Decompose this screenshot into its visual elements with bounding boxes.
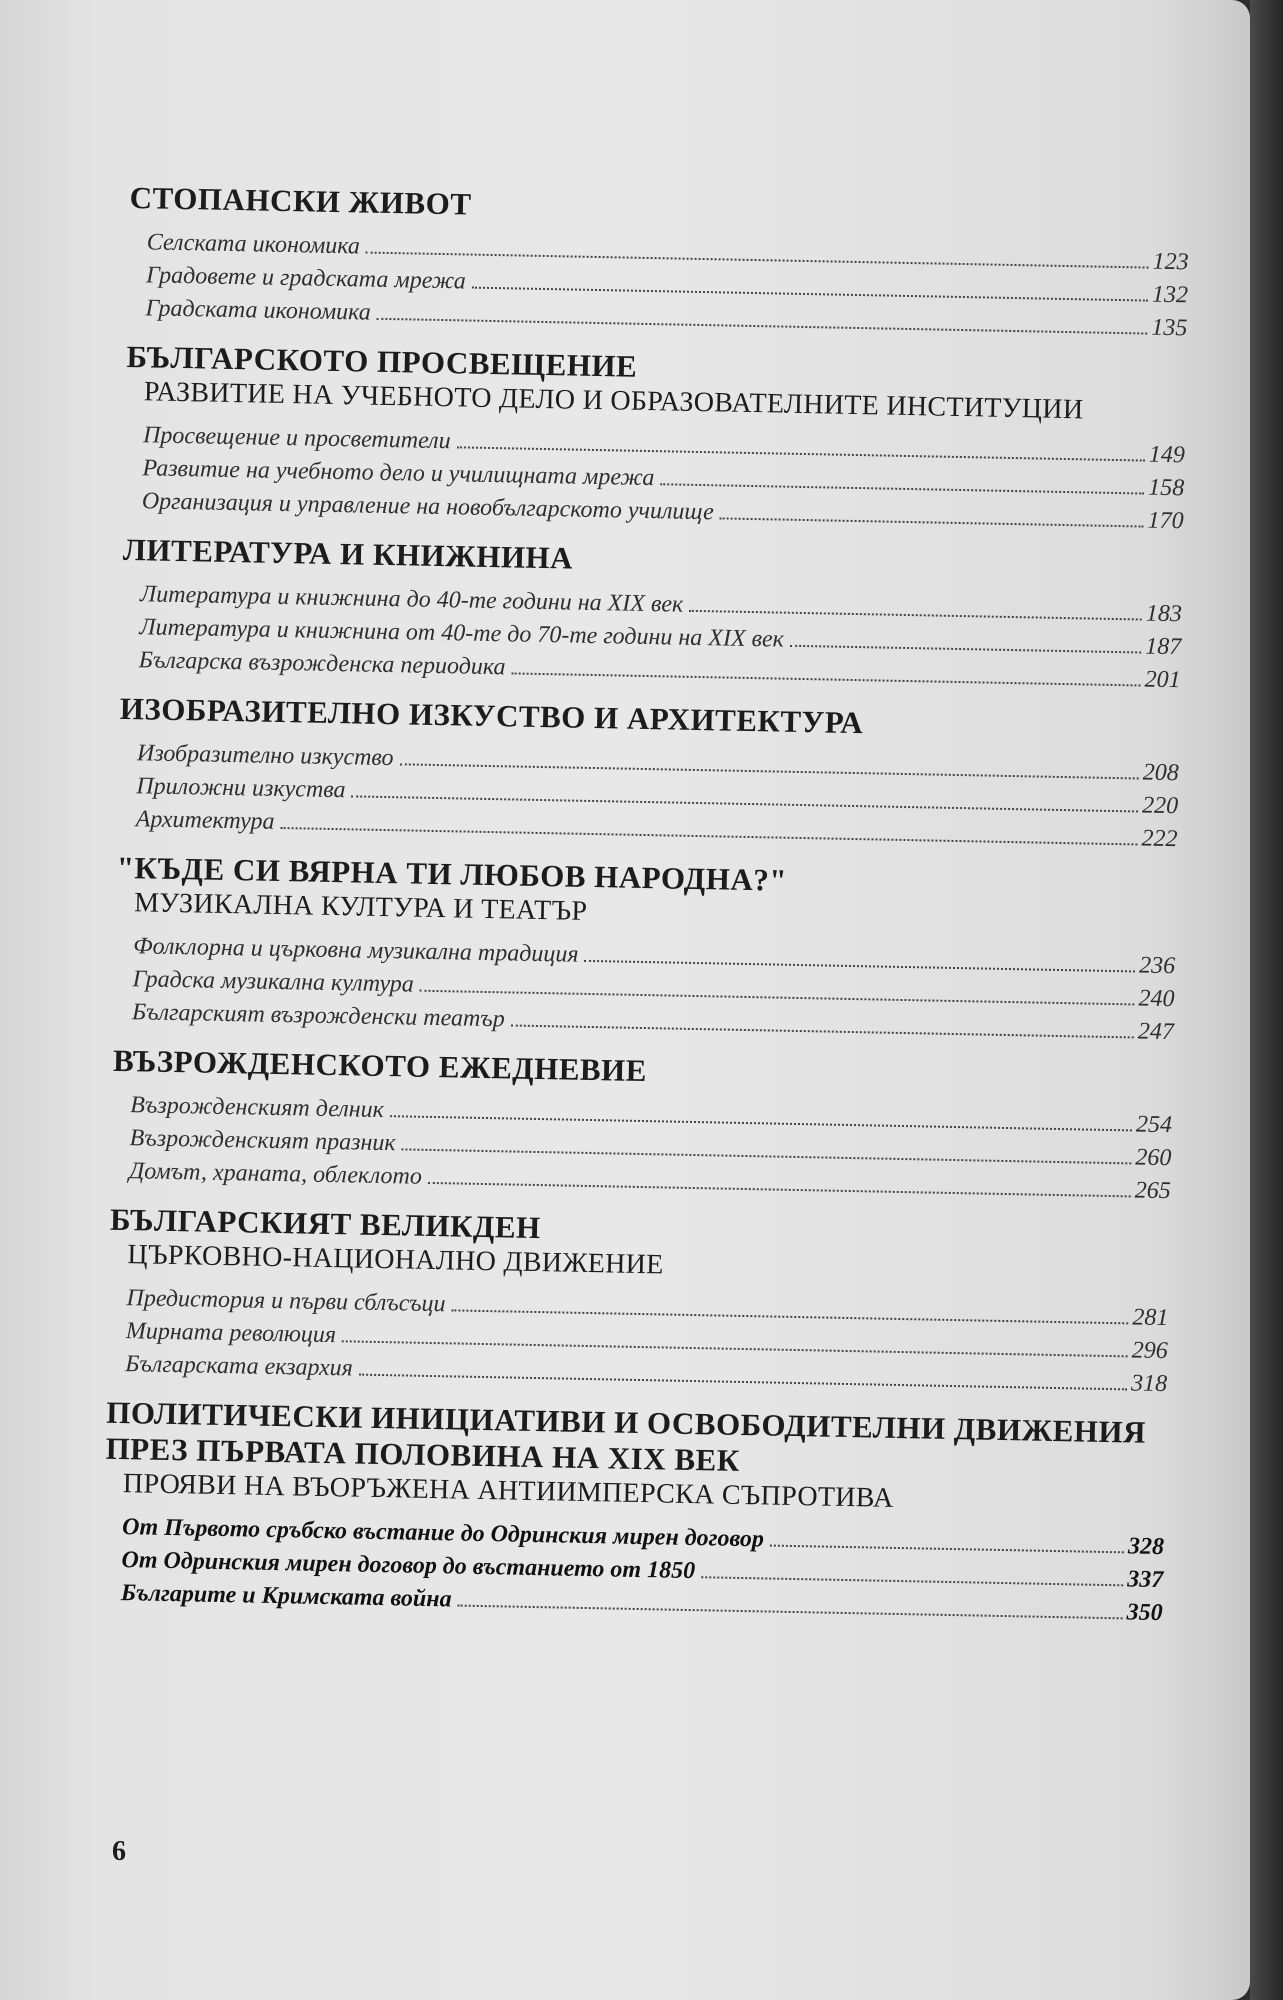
section-subtitle: ЦЪРКОВНО-НАЦИОНАЛНО ДВИЖЕНИЕ bbox=[127, 1239, 664, 1281]
entry-page: 236 bbox=[1138, 952, 1176, 980]
section-subtitle: РАЗВИТИЕ НА УЧЕБНОТО ДЕЛО И ОБРАЗОВАТЕЛНИТЕ ИНСТИТУЦИИ bbox=[143, 376, 1084, 426]
entry-label: От Първото сръбско въстание до Одринския мирен договор bbox=[121, 1514, 765, 1553]
entry-label: Селската икономика bbox=[146, 229, 361, 260]
toc-section bbox=[103, 1395, 1167, 1630]
entry-page: 240 bbox=[1138, 985, 1175, 1013]
entry-label: Организация и управление на новобългарското училище bbox=[141, 488, 715, 526]
section-subtitle: МУЗИКАЛНА КУЛТУРА И ТЕАТЪР bbox=[133, 887, 588, 927]
entry-label: Градовете и градската мрежа bbox=[145, 262, 467, 295]
section-title: ПОЛИТИЧЕСКИ ИНИЦИАТИВИ И ОСВОБОДИТЕЛНИ ДВИЖЕНИЯ ПРЕЗ ПЪРВАТА ПОЛОВИНА НА XIX ВЕК bbox=[105, 1394, 1147, 1478]
entry-page: 187 bbox=[1144, 633, 1182, 661]
entry-page: 281 bbox=[1132, 1304, 1169, 1332]
entry-label: Българската екзархия bbox=[125, 1351, 354, 1382]
section-title: БЪЛГАРСКОТО ПРОСВЕЩЕНИЕ bbox=[126, 338, 638, 384]
entry-label: Просвещение и просветители bbox=[142, 422, 451, 455]
entry-label: Мирната революция bbox=[125, 1318, 337, 1349]
entry-label: Българите и Кримската война bbox=[120, 1580, 452, 1613]
entry-label: Възрожденският празник bbox=[129, 1125, 396, 1157]
entry-page: 123 bbox=[1152, 248, 1189, 276]
entry-page: 247 bbox=[1137, 1018, 1175, 1046]
dot-leader bbox=[770, 1545, 1124, 1554]
toc-section bbox=[114, 850, 1177, 1049]
section-title: СТОПАНСКИ ЖИВОТ bbox=[129, 180, 472, 222]
dot-leader bbox=[472, 287, 1148, 302]
section-title: "КЪДЕ СИ ВЯРНА ТИ ЛЮБОВ НАРОДНА?" bbox=[116, 849, 788, 898]
entry-page: 135 bbox=[1151, 314, 1188, 342]
dot-leader bbox=[377, 318, 1148, 335]
dot-leader bbox=[511, 672, 1140, 686]
dot-leader bbox=[689, 610, 1142, 621]
dot-leader bbox=[584, 960, 1135, 973]
page-number: 6 bbox=[112, 1836, 126, 1867]
entry-page: 208 bbox=[1142, 759, 1180, 787]
entry-page: 296 bbox=[1131, 1337, 1168, 1365]
dot-leader bbox=[511, 1024, 1134, 1038]
entry-label: Българският възрожденски театър bbox=[131, 999, 506, 1033]
toc-section bbox=[117, 691, 1180, 856]
entry-page: 158 bbox=[1148, 474, 1185, 502]
entry-label: Приложни изкуства bbox=[136, 773, 346, 804]
dot-leader bbox=[280, 827, 1137, 845]
dot-leader bbox=[359, 1374, 1127, 1391]
toc-section bbox=[107, 1202, 1170, 1401]
section-title: ВЪЗРОЖДЕНСКОТО ЕЖЕДНЕВИЕ bbox=[112, 1042, 648, 1089]
entry-page: 328 bbox=[1127, 1533, 1165, 1561]
dot-leader bbox=[660, 483, 1144, 494]
entry-page: 183 bbox=[1145, 600, 1183, 628]
section-subtitle: ПРОЯВИ НА ВЪОРЪЖЕНА АНТИИМПЕРСКА СЪПРОТИВА bbox=[122, 1468, 894, 1514]
entry-label: Възрожденският делник bbox=[129, 1092, 385, 1124]
entry-label: Домът, храната, облеклото bbox=[128, 1158, 423, 1190]
toc-section bbox=[127, 180, 1190, 345]
entry-page: 318 bbox=[1130, 1370, 1168, 1398]
table-of-contents bbox=[102, 180, 1190, 1644]
section-title: ИЗОБРАЗИТЕЛНО ИЗКУСТВО И АРХИТЕКТУРА bbox=[119, 690, 864, 741]
entry-label: Литература и книжнина от 40-те до 70-те години на XIX век bbox=[139, 614, 785, 653]
section-title: БЪЛГАРСКИЯТ ВЕЛИКДЕН bbox=[109, 1201, 542, 1246]
entry-page: 337 bbox=[1127, 1566, 1164, 1594]
entry-label: Градска музикална култура bbox=[132, 966, 415, 998]
toc-section bbox=[120, 532, 1183, 697]
entry-page: 149 bbox=[1148, 441, 1186, 469]
entry-page: 170 bbox=[1147, 507, 1184, 535]
entry-label: Развитие на учебното дело и училищната мрежа bbox=[142, 455, 655, 492]
entry-label: Фолклорна и църковна музикална традиция bbox=[133, 933, 579, 968]
dot-leader bbox=[790, 645, 1141, 654]
dot-leader bbox=[457, 1605, 1122, 1620]
entry-label: От Одринския мирен договор до въстанието от 1850 bbox=[121, 1547, 696, 1585]
dot-leader bbox=[701, 1576, 1123, 1586]
entry-label: Литература и книжнина до 40-те години на XIX век bbox=[139, 581, 684, 618]
entry-page: 265 bbox=[1134, 1177, 1172, 1205]
entry-page: 260 bbox=[1135, 1144, 1172, 1172]
dot-leader bbox=[456, 446, 1144, 461]
entry-page: 220 bbox=[1141, 792, 1179, 820]
entry-page: 350 bbox=[1126, 1599, 1163, 1627]
entry-page: 132 bbox=[1151, 281, 1189, 309]
entry-label: Предистория и първи сблъсъци bbox=[126, 1285, 446, 1318]
dot-leader bbox=[428, 1182, 1131, 1197]
entry-page: 222 bbox=[1141, 825, 1178, 853]
entry-label: Архитектура bbox=[135, 806, 275, 835]
background-shadow bbox=[1250, 0, 1283, 2000]
entry-label: Българска възрожденска периодика bbox=[138, 647, 506, 681]
toc-section bbox=[111, 1043, 1174, 1208]
entry-page: 201 bbox=[1144, 666, 1181, 694]
section-title: ЛИТЕРАТУРА И КНИЖНИНА bbox=[122, 531, 574, 576]
entry-label: Изобразително изкуство bbox=[136, 740, 394, 772]
entry-label: Градската икономика bbox=[145, 295, 372, 326]
dot-leader bbox=[451, 1309, 1128, 1324]
entry-page: 254 bbox=[1135, 1111, 1173, 1139]
dot-leader bbox=[720, 517, 1144, 527]
toc-section bbox=[124, 339, 1187, 538]
